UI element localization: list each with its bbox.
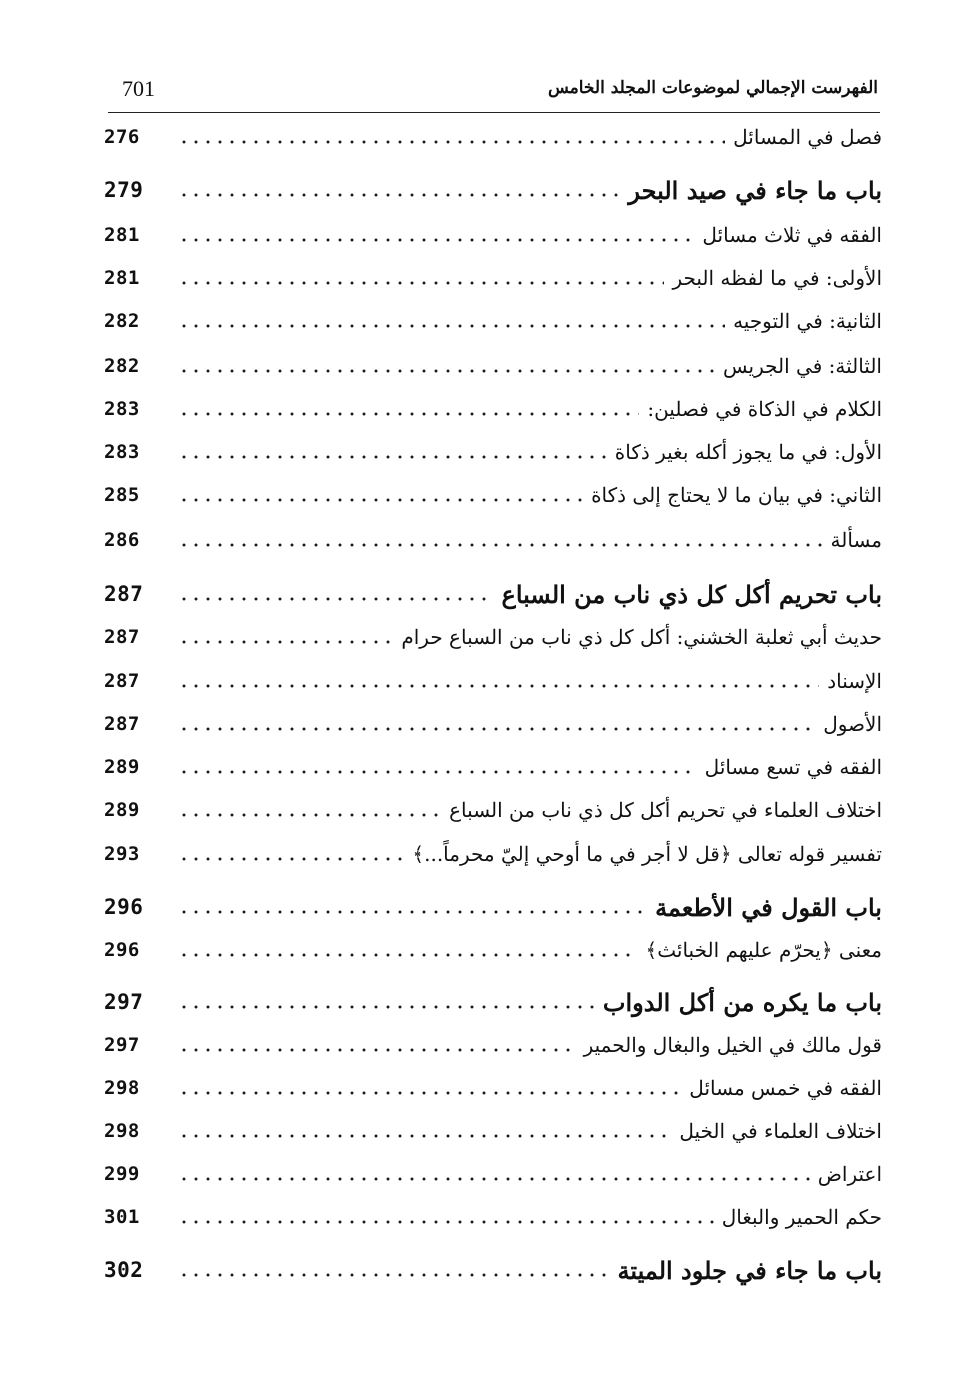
dot-leader <box>178 727 815 731</box>
toc-page-number: 281 <box>104 267 140 289</box>
toc-page-number: 289 <box>104 756 140 778</box>
toc-page-number: 296 <box>104 895 144 919</box>
dot-leader <box>178 281 664 285</box>
toc-entry-title: حديث أبي ثعلبة الخشني: أكل كل ذي ناب من السباع حرام <box>401 625 882 649</box>
toc-entry-title: الفقه في خمس مسائل <box>689 1076 882 1100</box>
toc-page-number: 297 <box>104 1034 140 1056</box>
toc-entry-title: فصل في المسائل <box>733 125 882 149</box>
toc-page-number: 283 <box>104 441 140 463</box>
dot-leader <box>178 1005 595 1009</box>
toc-entry-title: حكم الحمير والبغال <box>721 1205 882 1229</box>
toc-entry <box>104 1114 882 1148</box>
toc-entry-title: الثاني: في بيان ما لا يحتاج إلى ذكاة <box>591 483 882 507</box>
toc-entry <box>104 664 882 698</box>
toc-entry-title: الثانية: في التوجيه <box>733 309 882 333</box>
dot-leader <box>178 412 639 416</box>
toc-entry <box>104 750 882 784</box>
toc-page-number: 293 <box>104 843 140 865</box>
toc-entry <box>104 392 882 426</box>
dot-leader <box>178 238 694 242</box>
toc-page-number: 281 <box>104 224 140 246</box>
toc-entry-title: تفسير قوله تعالى ﴿قل لا أجر في ما أوحي إليّ محرماً...﴾ <box>412 842 882 866</box>
toc-page-number: 296 <box>104 939 140 961</box>
toc-entry <box>104 304 882 338</box>
dot-leader <box>178 498 583 502</box>
toc-chapter-heading <box>104 890 882 924</box>
toc-chapter-heading <box>104 1253 882 1287</box>
toc-entry-title: باب تحريم أكل كل ذي ناب من السباع <box>501 579 882 609</box>
dot-leader <box>178 684 819 688</box>
toc-entry-title: الثالثة: في الجريس <box>723 354 882 378</box>
toc-page-number: 298 <box>104 1077 140 1099</box>
toc-entry <box>104 120 882 154</box>
toc-entry <box>104 218 882 252</box>
dot-leader <box>178 953 638 957</box>
dot-leader <box>178 324 725 328</box>
toc-entry-title: اختلاف العلماء في تحريم أكل كل ذي ناب من السباع <box>449 798 882 822</box>
toc-entry-title: مسألة <box>830 528 882 552</box>
toc-entry-title: الأولى: في ما لفظه البحر <box>672 266 882 290</box>
toc-entry-title: اعتراض <box>817 1162 882 1186</box>
toc-entry-title: الفقه في ثلاث مسائل <box>702 223 882 247</box>
dot-leader <box>178 597 494 601</box>
toc-page-number: 301 <box>104 1206 140 1228</box>
toc-entry <box>104 1028 882 1062</box>
toc-page-number: 276 <box>104 126 140 148</box>
toc-page-number: 287 <box>104 713 140 735</box>
toc-chapter-heading <box>104 173 882 207</box>
toc-page-number: 285 <box>104 484 140 506</box>
toc-entry <box>104 707 882 741</box>
toc-page-number: 282 <box>104 310 140 332</box>
dot-leader <box>178 1134 671 1138</box>
toc-page-number: 289 <box>104 799 140 821</box>
toc-entry <box>104 435 882 469</box>
toc-entry-title: الإسناد <box>827 669 882 693</box>
toc-entry-title: الفقه في تسع مسائل <box>704 755 882 779</box>
dot-leader <box>178 770 697 774</box>
toc-entry-title: الأول: في ما يجوز أكله بغير ذكاة <box>614 440 882 464</box>
toc-page-number: 286 <box>104 529 140 551</box>
toc-chapter-heading <box>104 985 882 1019</box>
toc-entry <box>104 1200 882 1234</box>
toc-entry-title: معنى ﴿يحرّم عليهم الخبائث﴾ <box>645 938 882 962</box>
toc-page-number: 299 <box>104 1163 140 1185</box>
toc-entry <box>104 933 882 967</box>
toc-entry-title: باب ما جاء في جلود الميتة <box>617 1255 882 1285</box>
toc-page-number: 287 <box>104 582 144 606</box>
toc-entry <box>104 261 882 295</box>
dot-leader <box>178 455 607 459</box>
toc-entry <box>104 620 882 654</box>
toc-entry <box>104 1071 882 1105</box>
dot-leader <box>178 369 715 373</box>
dot-leader <box>178 1273 609 1277</box>
dot-leader <box>178 543 823 547</box>
toc-page-number: 282 <box>104 355 140 377</box>
page-number: 701 <box>122 76 155 101</box>
toc-entry-title: باب ما جاء في صيد البحر <box>628 175 882 205</box>
toc-page-number: 283 <box>104 398 140 420</box>
toc-entry <box>104 793 882 827</box>
dot-leader <box>178 140 725 144</box>
toc-entry <box>104 1157 882 1191</box>
dot-leader <box>178 813 441 817</box>
dot-leader <box>178 1177 810 1181</box>
toc-entry <box>104 349 882 383</box>
toc-entry <box>104 523 882 557</box>
toc-page-number: 287 <box>104 626 140 648</box>
dot-leader <box>178 1220 714 1224</box>
toc-page-number: 279 <box>104 178 144 202</box>
toc-page-number: 302 <box>104 1258 144 1282</box>
dot-leader <box>178 910 647 914</box>
toc-entry <box>104 837 882 871</box>
toc-entry-title: قول مالك في الخيل والبغال والحمير <box>583 1033 882 1057</box>
running-title: الفهرست الإجمالي لموضوعات المجلد الخامس <box>547 78 878 98</box>
toc-page-number: 298 <box>104 1120 140 1142</box>
dot-leader <box>178 857 404 861</box>
dot-leader <box>178 193 620 197</box>
toc-entry-title: باب القول في الأطعمة <box>655 892 882 922</box>
toc-entry <box>104 478 882 512</box>
toc-chapter-heading <box>104 577 882 611</box>
toc-entry-title: الكلام في الذكاة في فصلين: <box>647 397 882 421</box>
dot-leader <box>178 640 393 644</box>
toc-entry-title: باب ما يكره من أكل الدواب <box>602 987 882 1017</box>
toc-entry-title: الأصول <box>823 712 882 736</box>
toc-page-number: 287 <box>104 670 140 692</box>
toc-entry-title: اختلاف العلماء في الخيل <box>679 1119 882 1143</box>
dot-leader <box>178 1091 681 1095</box>
toc-page-number: 297 <box>104 990 144 1014</box>
dot-leader <box>178 1048 576 1052</box>
